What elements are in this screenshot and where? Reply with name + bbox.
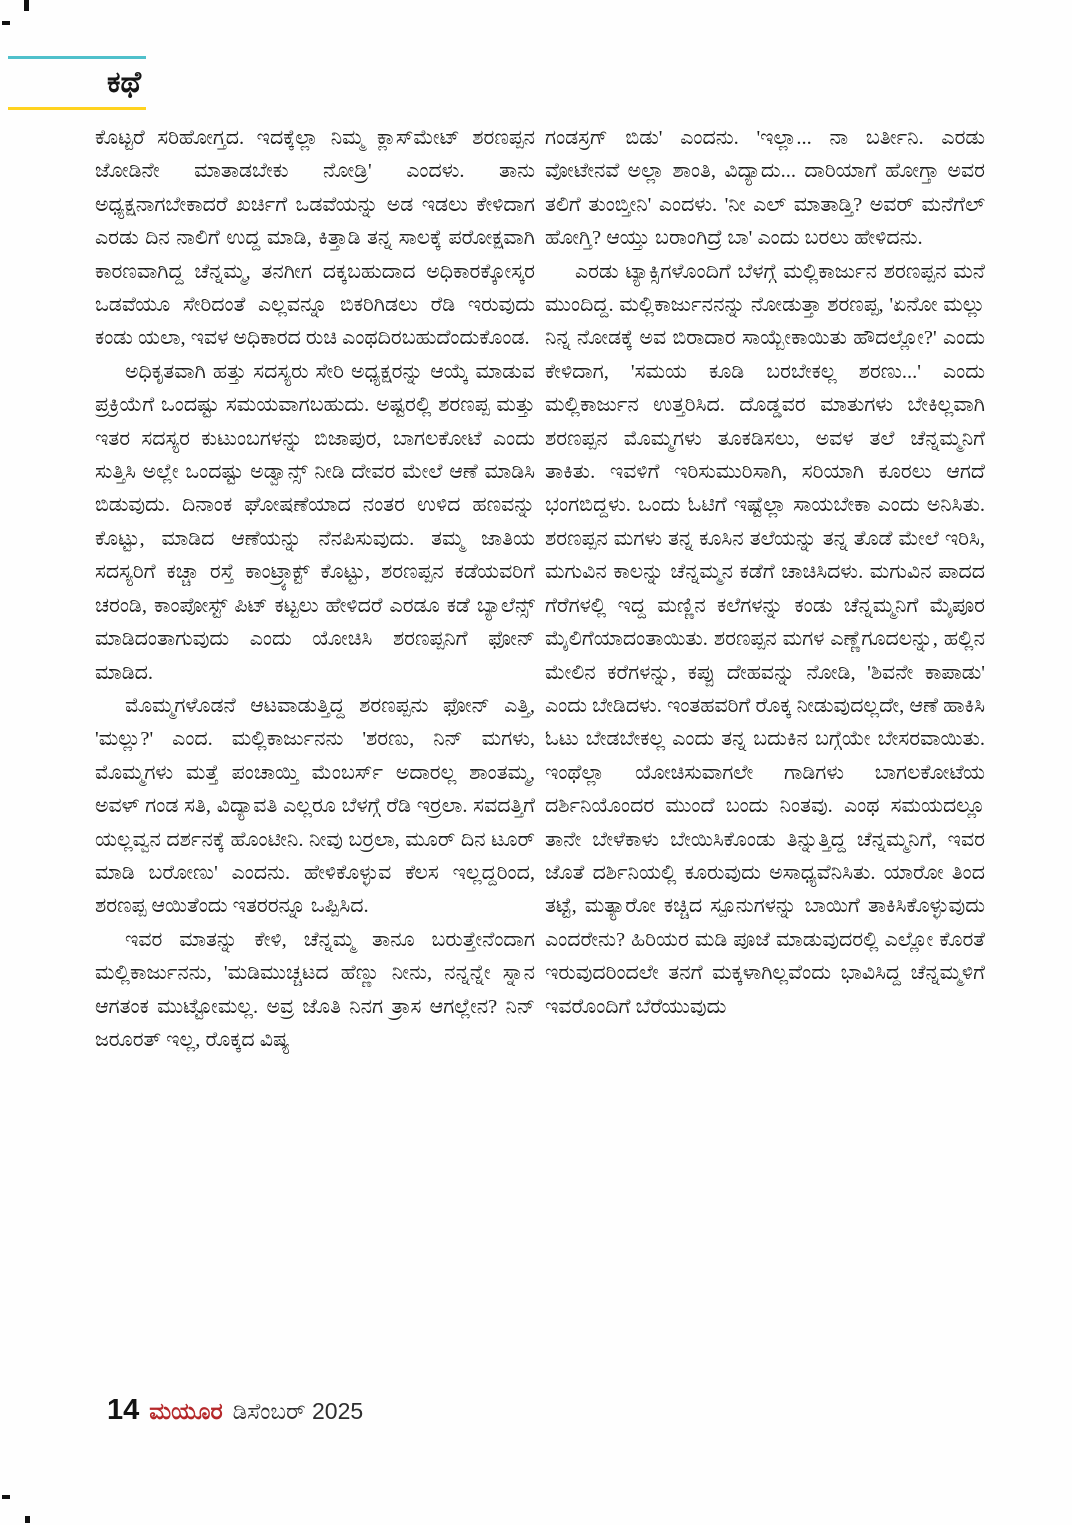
- paragraph: ಇವರ ಮಾತನ್ನು ಕೇಳಿ, ಚೆನ್ನಮ್ಮ ತಾನೂ ಬರುತ್ತೇನೆಂದಾಗ ಮಲ್ಲಿಕಾರ್ಜುನನು, 'ಮಡಿಮುಚ್ಚಟದ ಹೆಣ್ಣು ನೀನು, ನನ್ನನ್ನೇ ಸ್ನಾನ ಆಗತಂಕ ಮುಟ್ಟೋಮಲ್ಲ. ಅವ್ರ ಜೊತಿ ನಿನಗ ತ್ರಾಸ ಆಗಲ್ಲೇನ? ನಿನ್ ಜರೂರತ್ ಇಲ್ಲ, ರೊಕ್ಕದ ವಿಷ್ಯ: [95, 928, 535, 1051]
- print-registration-mark: [25, 1516, 30, 1523]
- header-top-rule: [8, 56, 146, 59]
- print-registration-mark: [2, 21, 10, 25]
- text-column-right: [545, 122, 985, 1388]
- paragraph: ಎರಡು ಟ್ಯಾಕ್ಸಿಗಳೊಂದಿಗೆ ಬೆಳಗ್ಗೆ ಮಲ್ಲಿಕಾರ್ಜುನ ಶರಣಪ್ಪನ ಮನೆ ಮುಂದಿದ್ದ. ಮಲ್ಲಿಕಾರ್ಜುನನನ್ನು ನೋಡುತ್ತಾ ಶರಣಪ್ಪ, 'ಏನೋ ಮಲ್ಲು ನಿನ್ನ ನೋಡಕ್ಕೆ ಅವ ಬಿರಾದಾರ ಸಾಯ್ಬೇಕಾಯಿತು ಹೌದಲ್ಲೋ?' ಎಂದು ಕೇಳಿದಾಗ, 'ಸಮಯ ಕೂಡಿ ಬರಬೇಕಲ್ಲ ಶರಣು...' ಎಂದು ಮಲ್ಲಿಕಾರ್ಜುನ ಉತ್ತರಿಸಿದ. ದೊಡ್ಡವರ ಮಾತುಗಳು ಬೇಕಿಲ್ಲವಾಗಿ ಶರಣಪ್ಪನ ಮೊಮ್ಮಗಳು ತೂಕಡಿಸಲು, ಅವಳ ತಲೆ ಚೆನ್ನಮ್ಮನಿಗೆ ತಾಕಿತು. ಇವಳಿಗೆ ಇರಿಸುಮುರಿಸಾಗಿ, ಸರಿಯಾಗಿ ಕೂರಲು ಆಗದೆ ಭಂಗಬಿದ್ದಳು. ಒಂದು ಓಟಿಗೆ ಇಷ್ಟೆಲ್ಲಾ ಸಾಯಬೇಕಾ ಎಂದು ಅನಿಸಿತು. ಶರಣಪ್ಪನ ಮಗಳು ತನ್ನ ಕೂಸಿನ ತಲೆಯನ್ನು ತನ್ನ ತೊಡೆ ಮೇಲೆ ಇರಿಸಿ, ಮಗುವಿನ ಕಾಲನ್ನು ಚೆನ್ನಮ್ಮನ ಕಡೆಗೆ ಚಾಚಿಸಿದಳು. ಮಗುವಿನ ಪಾದದ ಗೆರೆಗಳಲ್ಲಿ ಇದ್ದ ಮಣ್ಣಿನ ಕಲೆಗಳನ್ನು ಕಂಡು ಚೆನ್ನಮ್ಮನಿಗೆ ಮೈಪೂರ ಮೈಲಿಗೆಯಾದಂತಾಯಿತು. ಶರಣಪ್ಪನ ಮಗಳ ಎಣ್ಣೆಗೂದಲನ್ನು, ಹಲ್ಲಿನ ಮೇಲಿನ ಕರೆಗಳನ್ನು, ಕಪ್ಪು ದೇಹವನ್ನು ನೋಡಿ, 'ಶಿವನೇ ಕಾಪಾಡು' ಎಂದು ಬೇಡಿದಳು. ಇಂತಹವರಿಗೆ ರೊಕ್ಕ ನೀಡುವುದಲ್ಲದೇ, ಆಣೆ ಹಾಕಿಸಿ ಓಟು ಬೇಡಬೇಕಲ್ಲ ಎಂದು ತನ್ನ ಬದುಕಿನ ಬಗ್ಗೆಯೇ ಬೇಸರವಾಯಿತು. ಇಂಥೆಲ್ಲಾ ಯೋಚಿಸುವಾಗಲೇ ಗಾಡಿಗಳು ಬಾಗಲಕೋಟೆಯ ದರ್ಶಿನಿಯೊಂದರ ಮುಂದೆ ಬಂದು ನಿಂತವು. ಎಂಥ ಸಮಯದಲ್ಲೂ ತಾನೇ ಬೇಳೆಕಾಳು ಬೇಯಿಸಿಕೊಂಡು ತಿನ್ನುತ್ತಿದ್ದ ಚೆನ್ನಮ್ಮನಿಗೆ, ಇವರ ಜೊತೆ ದರ್ಶಿನಿಯಲ್ಲಿ ಕೂರುವುದು ಅಸಾಧ್ಯವೆನಿಸಿತು. ಯಾರೋ ತಿಂದ ತಟ್ಟೆ, ಮತ್ಯಾರೋ ಕಚ್ಚಿದ ಸ್ಪೂನುಗಳನ್ನು ಬಾಯಿಗೆ ತಾಕಿಸಿಕೊಳ್ಳುವುದು ಎಂದರೇನು? ಹಿರಿಯರ ಮಡಿ ಪೂಜೆ ಮಾಡುವುದರಲ್ಲಿ ಎಲ್ಲೋ ಕೊರತೆ ಇರುವುದರಿಂದಲೇ ತನಗೆ ಮಕ್ಕಳಾಗಿಲ್ಲವೆಂದು ಭಾವಿಸಿದ್ದ ಚೆನ್ನಮ್ಮಳಿಗೆ ಇವರೊಂದಿಗೆ ಬೆರೆಯುವುದು: [545, 260, 985, 1018]
- paragraph: ಗಂಡಸ್ರಗ್ ಬಿಡು' ಎಂದನು. 'ಇಲ್ಲಾ... ನಾ ಬರ್ತೀನಿ. ಎರಡು ವೋಟೇನವೆ ಅಲ್ಲಾ ಶಾಂತಿ, ವಿದ್ಯಾದು... ದಾರಿಯಾಗೆ ಹೋಗ್ತಾ ಅವರ ತಲಿಗೆ ತುಂಬ್ತೀನಿ' ಎಂದಳು. 'ನೀ ಎಲ್ ಮಾತಾಡ್ತಿ? ಅವರ್ ಮನೆಗೆಲ್ ಹೋಗ್ತಿ? ಆಯ್ತು ಬರಾಂಗಿದ್ರೆ ಬಾ' ಎಂದು ಬರಲು ಹೇಳಿದನು.: [545, 127, 985, 250]
- issue-label: ಡಿಸೆಂಬರ್ 2025: [232, 1398, 364, 1424]
- print-registration-mark: [2, 1495, 10, 1499]
- paragraph: ಮೊಮ್ಮಗಳೊಡನೆ ಆಟವಾಡುತ್ತಿದ್ದ ಶರಣಪ್ಪನು ಫೋನ್ ಎತ್ತಿ, 'ಮಲ್ಲು?' ಎಂದ. ಮಲ್ಲಿಕಾರ್ಜುನನು 'ಶರಣು, ನಿನ್ ಮಗಳು, ಮೊಮ್ಮಗಳು ಮತ್ತೆ ಪಂಚಾಯ್ತಿ ಮೆಂಬರ್ಸ್ ಅದಾರಲ್ಲ ಶಾಂತಮ್ಮ, ಅವಳ್ ಗಂಡ ಸತಿ, ವಿದ್ಯಾವತಿ ಎಲ್ಲರೂ ಬೆಳಗ್ಗೆ ರೆಡಿ ಇರ್ರಲಾ. ಸವದತ್ತಿಗೆ ಯಲ್ಲವ್ವನ ದರ್ಶನಕ್ಕೆ ಹೊಂಟೀನಿ. ನೀವು ಬರ್ರಲಾ, ಮೂರ್ ದಿನ ಟೂರ್ ಮಾಡಿ ಬರೋಣು' ಎಂದನು. ಹೇಳಿಕೊಳ್ಳುವ ಕೆಲಸ ಇಲ್ಲದ್ದರಿಂದ, ಶರಣಪ್ಪ ಆಯಿತೆಂದು ಇತರರನ್ನೂ ಒಪ್ಪಿಸಿದ.: [95, 694, 535, 918]
- text-column-left: [95, 122, 535, 1388]
- section-header: [8, 56, 146, 110]
- paragraph: ಅಧಿಕೃತವಾಗಿ ಹತ್ತು ಸದಸ್ಯರು ಸೇರಿ ಅಧ್ಯಕ್ಷರನ್ನು ಆಯ್ಕೆ ಮಾಡುವ ಪ್ರಕ್ರಿಯೆಗೆ ಒಂದಷ್ಟು ಸಮಯವಾಗಬಹುದು. ಅಷ್ಟರಲ್ಲಿ ಶರಣಪ್ಪ ಮತ್ತು ಇತರ ಸದಸ್ಯರ ಕುಟುಂಬಗಳನ್ನು ಬಿಜಾಪುರ, ಬಾಗಲಕೋಟೆ ಎಂದು ಸುತ್ತಿಸಿ ಅಲ್ಲೇ ಒಂದಷ್ಟು ಅಡ್ವಾನ್ಸ್ ನೀಡಿ ದೇವರ ಮೇಲೆ ಆಣೆ ಮಾಡಿಸಿ ಬಿಡುವುದು. ದಿನಾಂಕ ಘೋಷಣೆಯಾದ ನಂತರ ಉಳಿದ ಹಣವನ್ನು ಕೊಟ್ಟು, ಮಾಡಿದ ಆಣೆಯನ್ನು ನೆನಪಿಸುವುದು. ತಮ್ಮ ಜಾತಿಯ ಸದಸ್ಯರಿಗೆ ಕಚ್ಚಾ ರಸ್ತೆ ಕಾಂಟ್ರ್ಯಾಕ್ಟ್ ಕೊಟ್ಟು, ಶರಣಪ್ಪನ ಕಡೆಯವರಿಗೆ ಚರಂಡಿ, ಕಾಂಪೋಸ್ಟ್ ಪಿಟ್ ಕಟ್ಟಲು ಹೇಳಿದರೆ ಎರಡೂ ಕಡೆ ಬ್ಯಾಲೆನ್ಸ್ ಮಾಡಿದಂತಾಗುವುದು ಎಂದು ಯೋಚಿಸಿ ಶರಣಪ್ಪನಿಗೆ ಫೋನ್ ಮಾಡಿದ.: [95, 360, 535, 684]
- page-footer: [107, 1394, 707, 1430]
- paragraph: ಕೊಟ್ಟರೆ ಸರಿಹೋಗ್ತದ. ಇದಕ್ಕೆಲ್ಲಾ ನಿಮ್ಮ ಕ್ಲಾಸ್‌ಮೇಟ್ ಶರಣಪ್ಪನ ಜೋಡಿನೇ ಮಾತಾಡಬೇಕು ನೋಡ್ರಿ' ಎಂದಳು. ತಾನು ಅಧ್ಯಕ್ಷನಾಗಬೇಕಾದರೆ ಖರ್ಚಿಗೆ ಒಡವೆಯನ್ನು ಅಡ ಇಡಲು ಕೇಳಿದಾಗ ಎರಡು ದಿನ ನಾಲಿಗೆ ಉದ್ದ ಮಾಡಿ, ಕಿತ್ತಾಡಿ ತನ್ನ ಸಾಲಕ್ಕೆ ಪರೋಕ್ಷವಾಗಿ ಕಾರಣವಾಗಿದ್ದ ಚೆನ್ನಮ್ಮ, ತನಗೀಗ ದಕ್ಕಬಹುದಾದ ಅಧಿಕಾರಕ್ಕೋಸ್ಕರ ಒಡವೆಯೂ ಸೇರಿದಂತೆ ಎಲ್ಲವನ್ನೂ ಬಿಕರಿಗಿಡಲು ರೆಡಿ ಇರುವುದು ಕಂಡು ಯಲಾ, ಇವಳ ಅಧಿಕಾರದ ರುಚಿ ಎಂಥದಿರಬಹುದೆಂದುಕೊಂಡ.: [95, 127, 535, 350]
- article-body: [95, 122, 985, 1388]
- header-bottom-rule: [8, 107, 146, 110]
- page-number: 14: [107, 1394, 140, 1426]
- magazine-title: ಮಯೂರ: [149, 1398, 223, 1424]
- section-title: ಕಥೆ: [107, 66, 142, 99]
- print-registration-mark: [24, 0, 29, 11]
